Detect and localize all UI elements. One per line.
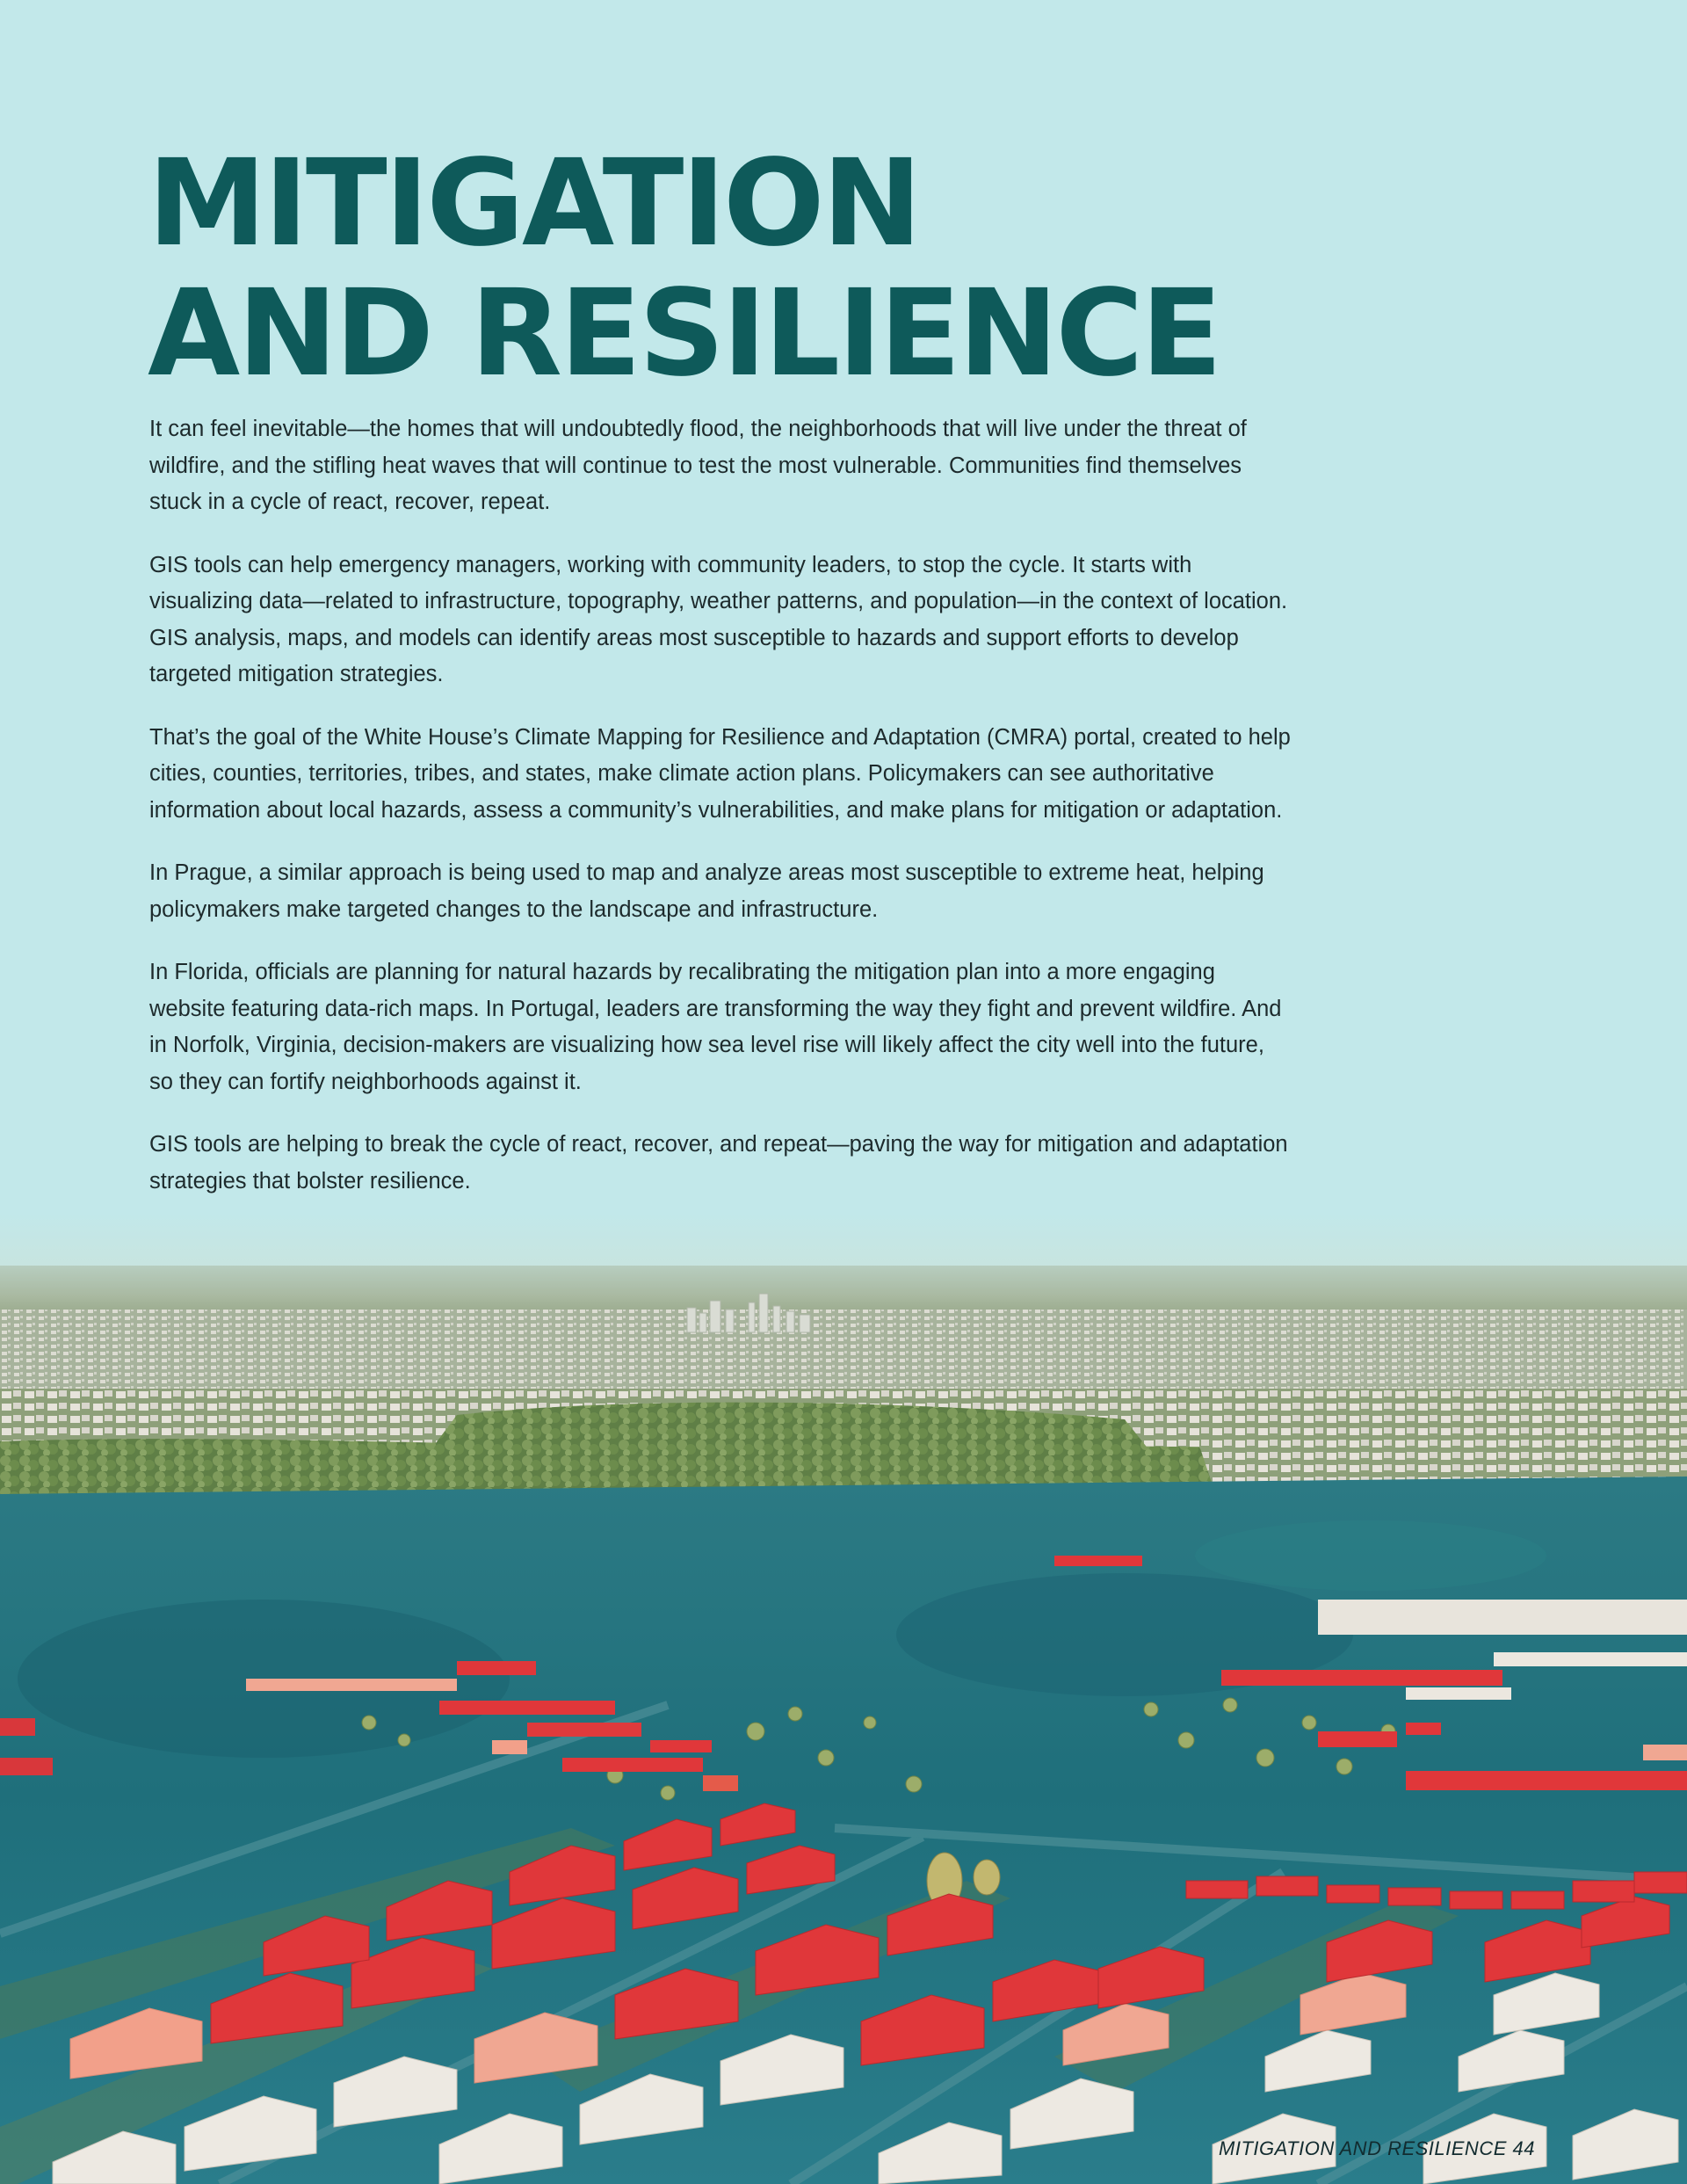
paragraph: That’s the goal of the White House’s Climate Mapping for Resilience and Adaptation (CMRA) portal, created to help cities, counties, territories, tribes, and states, make climate action plans. Policymakers can see authoritative information about local hazards, assess a community’s vulnerabilities, and make plans for mitigation or adaptation.	[149, 724, 1291, 823]
paragraph: In Prague, a similar approach is being used to map and analyze areas most susceptible to extreme heat, helping policymakers make targeted changes to the landscape and infrastructure.	[149, 860, 1264, 922]
paragraph: GIS tools can help emergency managers, working with community leaders, to stop the cycle. It starts with visualizing data—related to infrastructure, topography, weather patterns, and population—in the context of location. GIS analysis, maps, and models can identify areas most susceptible to hazards and support efforts to develop targeted mitigation strategies.	[149, 552, 1288, 686]
page-title-line-1: MITIGATION	[148, 134, 920, 273]
flood-model-3d-landscape	[0, 1266, 1687, 2184]
paragraph: It can feel inevitable—the homes that will undoubtedly flood, the neighborhoods that will live under the threat of wildfire, and the stifling heat waves that will continue to test the most vulnerable. Communities find themselves stuck in a cycle of react, recover, repeat.	[149, 417, 1247, 514]
body-text	[149, 411, 1292, 1226]
footer-section-title: MITIGATION AND RESILIENCE	[1219, 2137, 1507, 2159]
page-title	[148, 134, 1220, 403]
page-footer	[1219, 2137, 1535, 2160]
page-title-line-2: AND RESILIENCE	[148, 265, 1220, 403]
paragraph: In Florida, officials are planning for natural hazards by recalibrating the mitigation plan into a more engaging website featuring data-rich maps. In Portugal, leaders are transforming the way they fight and prevent wildfire. And in Norfolk, Virginia, decision-makers are visualizing how sea level rise will likely affect the city well into the future, so they can fortify neighborhoods against it.	[149, 960, 1282, 1094]
paragraph: GIS tools are helping to break the cycle of react, recover, and repeat—paving the way for mitigation and adaptation strategies that bolster resilience.	[149, 1132, 1288, 1194]
footer-page-number: 44	[1512, 2137, 1535, 2159]
